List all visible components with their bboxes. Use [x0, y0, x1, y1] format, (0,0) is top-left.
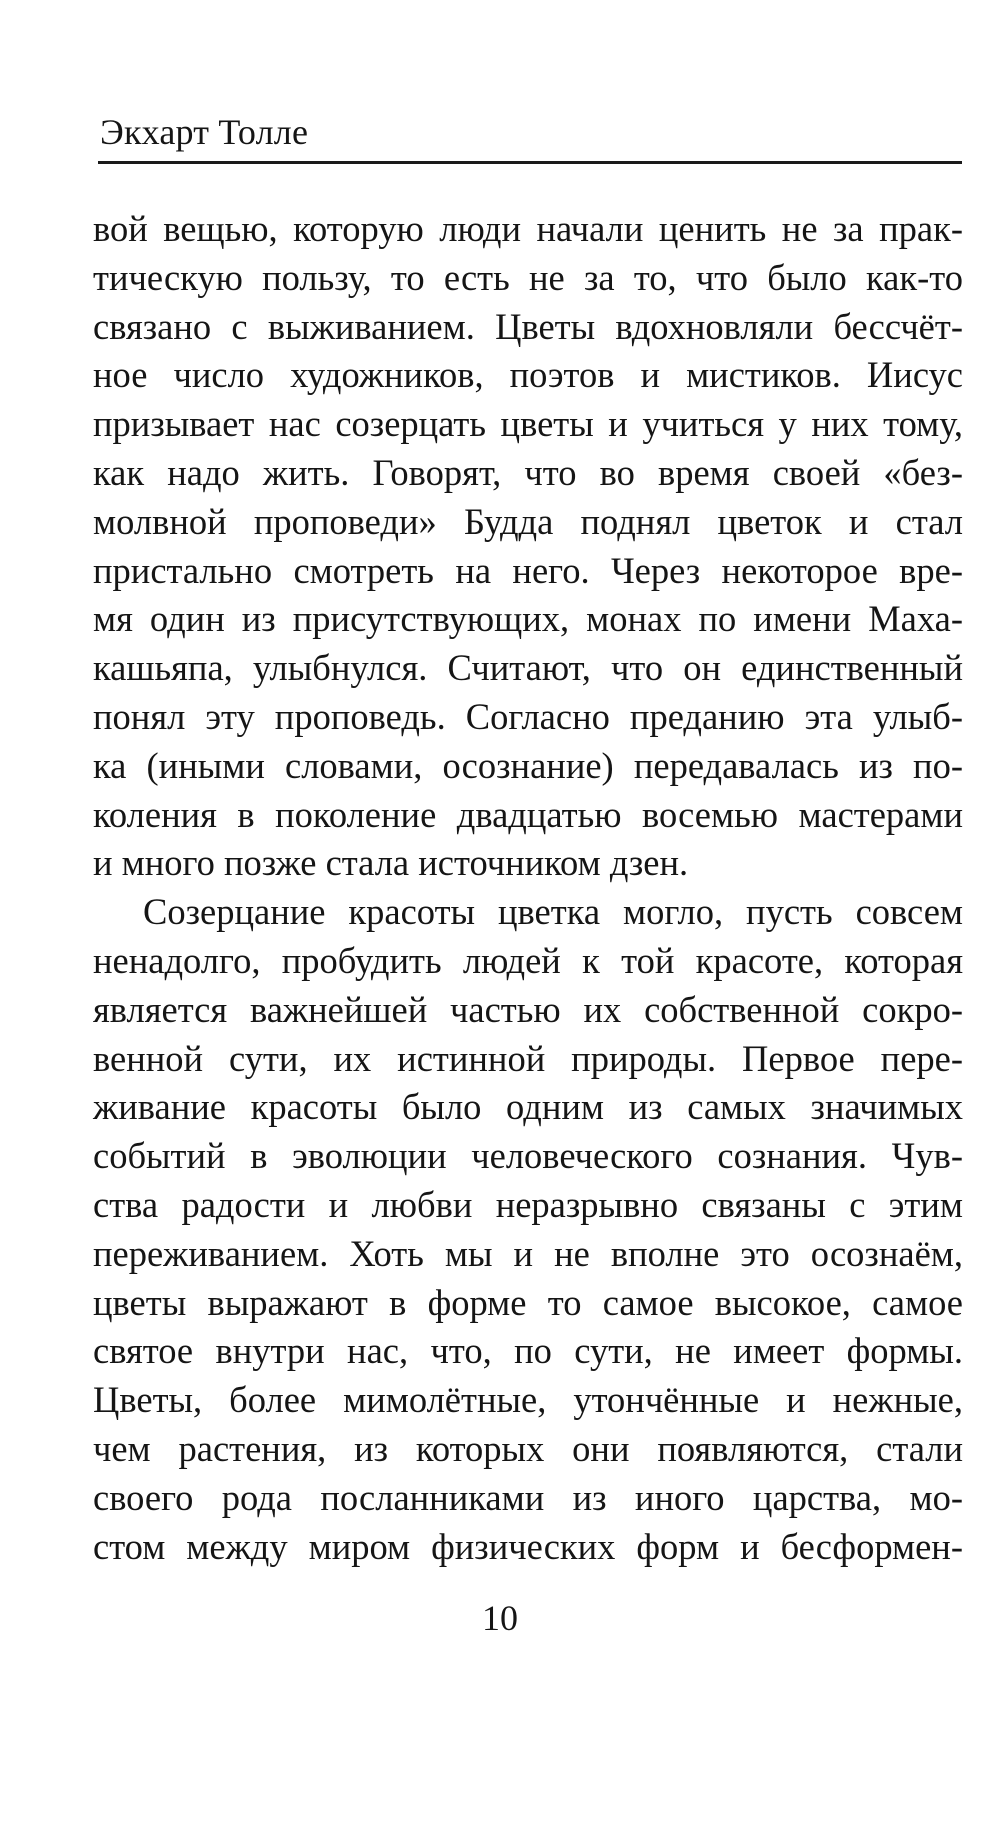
text-line: венной сути, их истинной природы. Первое пере-: [93, 1037, 963, 1079]
paragraph-last-line: и много позже стала источником дзен.: [93, 842, 689, 884]
running-head-author: Экхарт Толле: [100, 112, 309, 152]
text-line: ка (иными словами, осознание) передавалась из по-: [93, 744, 963, 786]
text-line: стом между миром физических форм и бесформен-: [93, 1525, 963, 1567]
text-line: живание красоты было одним из самых значимых: [93, 1086, 963, 1128]
text-line: призывает нас созерцать цветы и учиться у них тому,: [93, 403, 963, 445]
text-line: цветы выражают в форме то самое высокое, самое: [93, 1281, 963, 1323]
body-text: [93, 205, 963, 1571]
text-line: мя один из присутствующих, монах по имени Маха-: [93, 598, 963, 640]
page-number: 10: [482, 1598, 518, 1638]
text-line: святое внутри нас, что, по сути, не имеет формы.: [93, 1330, 963, 1372]
text-line: связано с выживанием. Цветы вдохновляли бессчёт-: [93, 305, 963, 347]
text-line: Цветы, более мимолётные, утончённые и нежные,: [93, 1379, 963, 1421]
text-line: тическую пользу, то есть не за то, что было как-то: [93, 256, 963, 298]
paragraph-first-line: Созерцание красоты цветка могло, пусть совсем: [143, 891, 963, 933]
text-line: кашьяпа, улыбнулся. Считают, что он единственный: [93, 647, 963, 689]
text-line: событий в эволюции человеческого сознания. Чув-: [93, 1135, 963, 1177]
text-line: как надо жить. Говорят, что во время своей «без-: [93, 451, 963, 493]
text-line: чем растения, из которых они появляются, стали: [93, 1427, 963, 1469]
text-line: пристально смотреть на него. Через некоторое вре-: [93, 549, 963, 591]
text-line: понял эту проповедь. Согласно преданию эта улыб-: [93, 695, 963, 737]
text-line: вой вещью, которую люди начали ценить не за прак-: [93, 208, 963, 249]
header-rule: [98, 161, 962, 164]
text-line: своего рода посланниками из иного царства, мо-: [93, 1476, 963, 1518]
text-line: молвной проповеди» Будда поднял цветок и стал: [93, 500, 963, 542]
text-line: ства радости и любви неразрывно связаны с этим: [93, 1183, 963, 1225]
text-line: ное число художников, поэтов и мистиков. Иисус: [93, 354, 963, 396]
text-line: переживанием. Хоть мы и не вполне это осознаём,: [93, 1232, 963, 1274]
text-line: коления в поколение двадцатью восемью мастерами: [93, 793, 963, 835]
text-line: ненадолго, пробудить людей к той красоте, которая: [93, 939, 963, 981]
text-line: является важнейшей частью их собственной сокро-: [93, 988, 963, 1030]
